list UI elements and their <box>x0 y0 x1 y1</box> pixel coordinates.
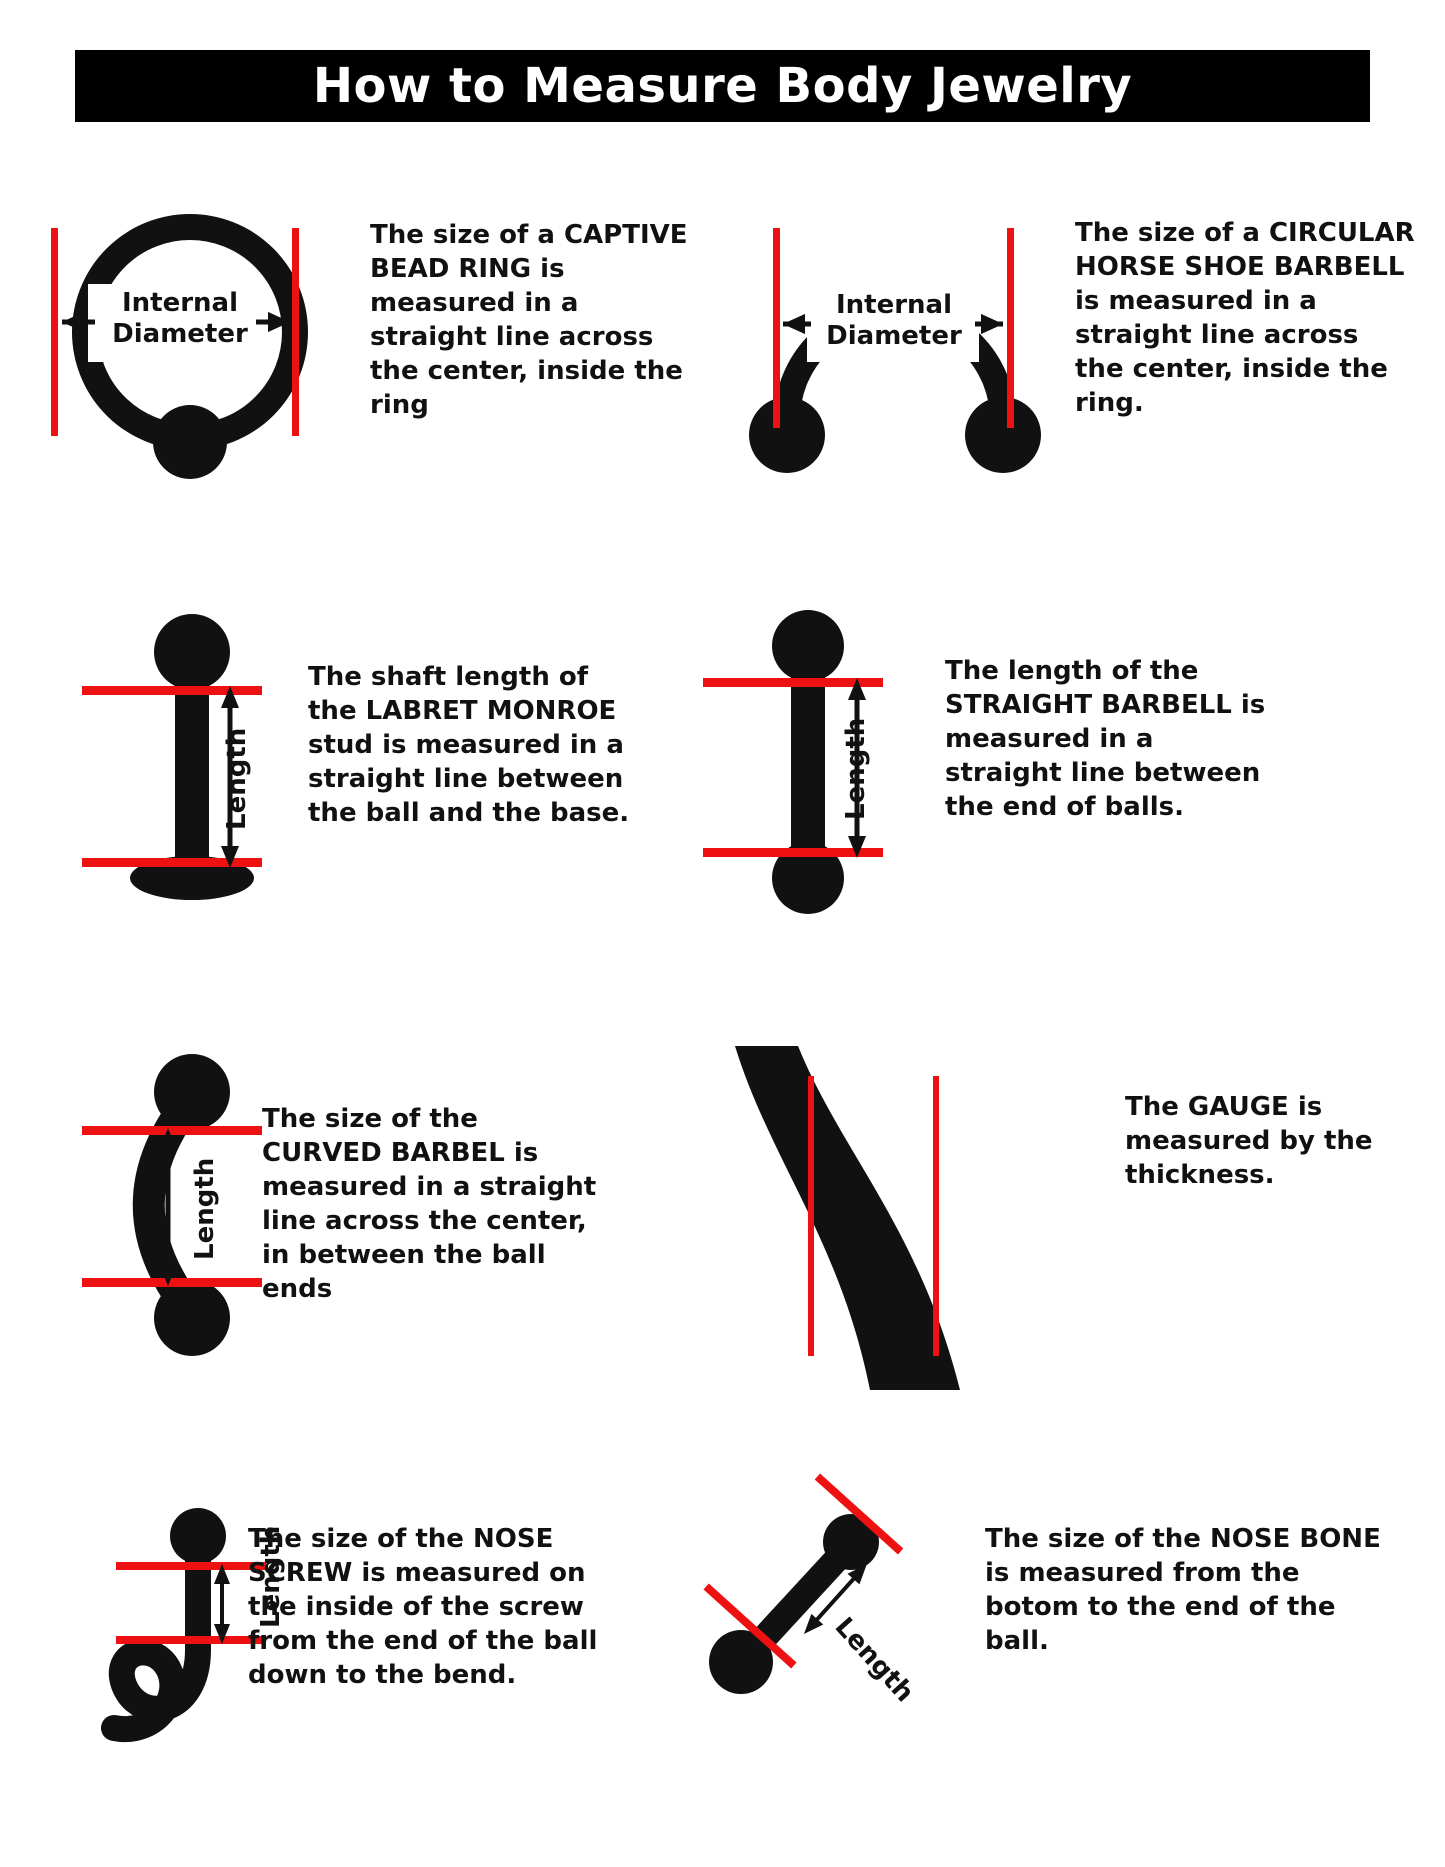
labret-monroe-illustration <box>40 620 310 950</box>
item-circular-horse-shoe-barbell <box>745 180 1435 500</box>
row-straight-studs <box>0 620 1445 950</box>
curved-barbell-measure-label: Length <box>190 1157 220 1260</box>
nose-bone-illustration <box>655 1500 935 1830</box>
gauge-caption: The GAUGE is measured by the thickness. <box>1125 1092 1373 1190</box>
page-title-bar <box>75 50 1370 122</box>
gauge-illustration <box>715 1060 1015 1390</box>
labret-monroe-caption: The shaft length of the LABRET MONROE stud is measured in a straight line between the ball and the base. <box>308 662 630 828</box>
item-gauge <box>745 1060 1435 1390</box>
item-straight-barbell <box>745 620 1435 950</box>
horse-shoe-caption: The size of a CIRCULAR HORSE SHOE BARBELL is measured in a straight line across the center, inside the ring. <box>1075 218 1415 418</box>
row-curved-gauge <box>0 1060 1445 1390</box>
nose-bone-caption: The size of the NOSE BONE is measured from the botom to the end of the ball. <box>985 1524 1381 1656</box>
circular-horse-shoe-illustration <box>745 180 1045 500</box>
row-nose-jewelry <box>0 1500 1445 1830</box>
item-labret-monroe <box>40 620 700 950</box>
measure-label-line1: Internal <box>835 290 953 320</box>
measure-label-line2: Diameter <box>112 319 248 349</box>
captive-bead-ring-illustration <box>40 180 340 500</box>
straight-barbell-measure-label: Length <box>841 717 871 820</box>
measure-label-line1: Internal <box>121 288 239 318</box>
captive-bead-ring-measure-label <box>100 288 260 350</box>
captive-bead-ring-caption: The size of a CAPTIVE BEAD RING is measured in a straight line across the center, inside the ring <box>370 220 688 420</box>
item-curved-barbell <box>40 1060 700 1390</box>
straight-barbell-caption: The length of the STRAIGHT BARBELL is measured in a straight line between the end of balls. <box>945 656 1266 822</box>
row-rings <box>0 180 1445 500</box>
measure-label-line2: Diameter <box>826 321 962 351</box>
nose-screw-measure-label: Length <box>256 1525 286 1628</box>
nose-screw-caption: The size of the NOSE SCREW is measured on the inside of the screw from the end of the ball down to the bend. <box>248 1524 598 1690</box>
curved-barbell-caption: The size of the CURVED BARBEL is measured in a straight line across the center, in between the ball ends <box>262 1104 597 1304</box>
item-nose-screw <box>40 1500 700 1830</box>
horse-shoe-measure-label <box>813 290 975 352</box>
page-title: How to Measure Body Jewelry <box>312 58 1133 114</box>
nose-bone-measure-label: Length <box>828 1612 920 1709</box>
item-nose-bone <box>745 1500 1435 1830</box>
item-captive-bead-ring <box>40 180 700 500</box>
labret-monroe-measure-label: Length <box>222 727 252 830</box>
